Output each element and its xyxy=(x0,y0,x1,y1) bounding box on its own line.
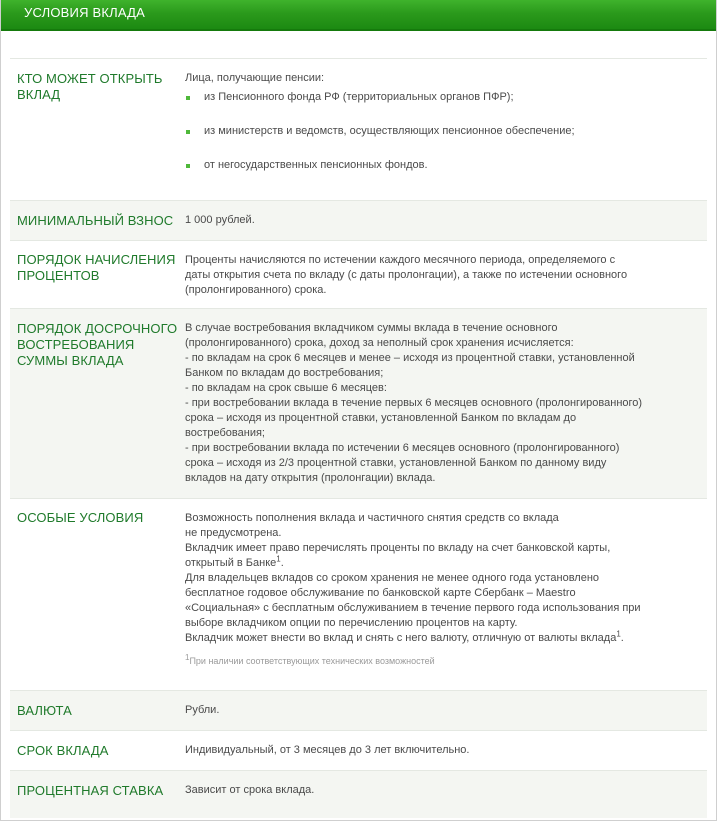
text-line: вкладов на дату открытия (пролонгации) вклада. xyxy=(185,472,436,484)
list-item: из Пенсионного фонда РФ (территориальных органов ПФР); xyxy=(185,90,700,105)
text-line xyxy=(185,556,700,571)
row-label-line: ПРОЦЕНТОВ xyxy=(17,268,100,283)
intro-text: Лица, получающие пенсии: xyxy=(185,72,325,84)
row-label: СРОК ВКЛАДА xyxy=(17,743,109,758)
row-who-can-open xyxy=(10,58,707,200)
text-fragment: Вкладчик может внести во вклад и снять с него валюту, отличную от валюты вклада xyxy=(185,632,617,644)
row-label-line: ПОРЯДОК ДОСРОЧНОГО xyxy=(17,321,178,336)
text-line: Вкладчик имеет право перечислять проценты по вкладу на счет банковской карты, xyxy=(185,542,611,554)
section-title: УСЛОВИЯ ВКЛАДА xyxy=(24,5,146,20)
text-line: не предусмотрена. xyxy=(185,527,282,539)
text-line: «Социальная» с бесплатным обслуживанием в течение первого года использования при xyxy=(185,602,641,614)
row-label xyxy=(17,321,177,369)
text-line: - при востребовании вклада в течение первых 6 месяцев основного (пролонгированного) xyxy=(185,397,643,409)
list-item: от негосударственных пенсионных фондов. xyxy=(185,158,700,173)
footnote-text: При наличии соответствующих технических возможностей xyxy=(189,656,435,666)
text-line: Проценты начисляются по истечении каждого месячного периода, определяемого с xyxy=(185,254,616,266)
row-special-conditions xyxy=(10,498,707,690)
text-line: - по вкладам на срок свыше 6 месяцев: xyxy=(185,382,387,394)
text-line: (пролонгированного) срока, доход за неполный срок хранения исчисляется: xyxy=(185,337,574,349)
text-line: востребования; xyxy=(185,427,265,439)
row-interest-accrual xyxy=(10,240,707,308)
text-line: - при востребовании вклада по истечении 6 месяцев основного (пролонгированного) xyxy=(185,442,620,454)
text-fragment: . xyxy=(620,632,624,644)
text-fragment: открытый в Банке xyxy=(185,557,277,569)
text-line xyxy=(185,631,700,646)
text-line: Для владельцев вкладов со сроком хранения не менее одного года установлено xyxy=(185,572,600,584)
row-value: Индивидуальный, от 3 месяцев до 3 лет включительно. xyxy=(185,744,470,756)
text-line: Банком по вкладам до востребования; xyxy=(185,367,384,379)
text-line: выборе вкладчиком опции по перечислению процентов на карту. xyxy=(185,617,518,629)
text-fragment: . xyxy=(280,557,284,569)
row-term xyxy=(10,730,707,770)
footnote-mark: 1 xyxy=(185,653,190,662)
row-min-deposit xyxy=(10,200,707,240)
row-label-line: ВОСТРЕБОВАНИЯ xyxy=(17,337,135,352)
row-early-withdrawal xyxy=(10,308,707,498)
row-value: 1 000 рублей. xyxy=(185,214,255,226)
row-label xyxy=(17,71,163,103)
row-value xyxy=(185,253,700,298)
row-value: Зависит от срока вклада. xyxy=(185,784,315,796)
text-line: бесплатное годовое обслуживание по банковской карте Сбербанк – Maestro xyxy=(185,587,576,599)
text-line: - по вкладам на срок 6 месяцев и менее – исходя из процентной ставки, установленной xyxy=(185,352,635,364)
text-line: Возможность пополнения вклада и частичного снятия средств со вклада xyxy=(185,512,559,524)
text-line: срока – исходя из процентной ставки, установленной Банком по вкладам до xyxy=(185,412,577,424)
row-label: МИНИМАЛЬНЫЙ ВЗНОС xyxy=(17,213,174,228)
row-value xyxy=(185,71,700,192)
row-label-line: ВКЛАД xyxy=(17,87,61,102)
row-label: ВАЛЮТА xyxy=(17,703,72,718)
row-label-line: КТО МОЖЕТ ОТКРЫТЬ xyxy=(17,71,163,86)
row-interest-rate xyxy=(10,770,707,818)
terms-table xyxy=(10,58,707,818)
text-line: В случае востребования вкладчиком суммы вклада в течение основного xyxy=(185,322,558,334)
row-currency xyxy=(10,690,707,730)
text-line: (пролонгированного) срока. xyxy=(185,284,327,296)
row-label-line: ПОРЯДОК НАЧИСЛЕНИЯ xyxy=(17,252,176,267)
footnote-ref: 1 xyxy=(616,629,621,639)
row-value xyxy=(185,321,700,486)
row-value: Рубли. xyxy=(185,704,220,716)
row-label: ПРОЦЕНТНАЯ СТАВКА xyxy=(17,783,164,798)
text-line: срока – исходя из 2/3 процентной ставки, установленной Банком по данному виду xyxy=(185,457,607,469)
section-header xyxy=(1,0,716,31)
footnote xyxy=(185,654,700,669)
row-value xyxy=(185,511,700,669)
row-label-line: СУММЫ ВКЛАДА xyxy=(17,353,124,368)
row-label xyxy=(17,252,175,284)
row-label: ОСОБЫЕ УСЛОВИЯ xyxy=(17,510,144,525)
bullet-list xyxy=(185,90,700,173)
text-line: даты открытия счета по вкладу (с даты пролонгации), а также по истечении основного xyxy=(185,269,628,281)
footnote-ref: 1 xyxy=(276,554,281,564)
list-item: из министерств и ведомств, осуществляющих пенсионное обеспечение; xyxy=(185,124,700,139)
